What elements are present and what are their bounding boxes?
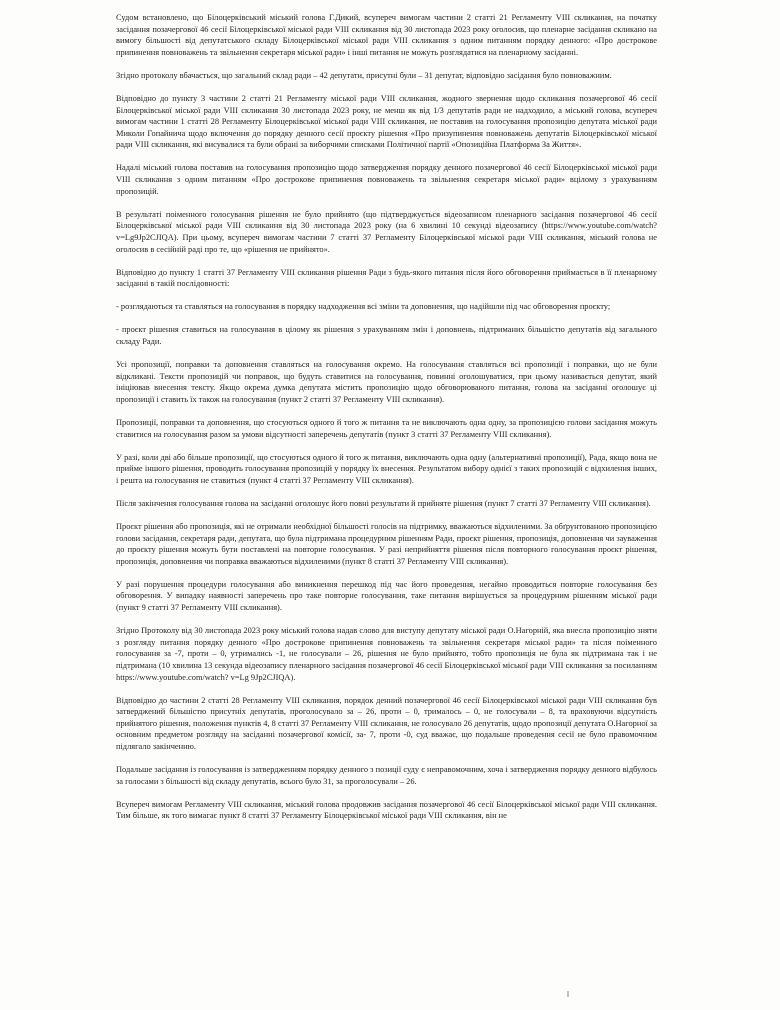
document-body <box>116 12 657 833</box>
paragraph: Відповідно до пункту 3 частини 2 статті 21 Регламенту міської ради VIII скликання, жодного звернення щодо скликання позачергової 46 сесії Білоцерківської міської ради VIII скликання 30 листопада 2023 року, не менш як від 1/3 депутатів ради не надходило, а міський голова, всупереч вимогам частини 1 статті 28 Регламенту Білоцерківської міської ради VIII скликання, не поставив на голосування пропозицію депутата міської ради Миколи Гопайнича щодо включення до порядку денного сесії проєкту рішення «Про призупинення повноважень депутатів Білоцерківської міської ради VIII скликання, які висувалися та були обрані за виборчими списками Політичної партії «Опозиційна Платформа За Життя». <box>116 93 657 150</box>
paragraph: Після закінчення голосування голова на засіданні оголошує його повні результати й прийняте рішення (пункт 7 статті 37 Регламенту VIII скликання). <box>116 498 651 508</box>
paragraph: Проєкт рішення або пропозиція, які не отримали необхідної більшості голосів на підтримку, вважаються відхиленими. За обґрунтованою пропозицією голови засідання, секретаря ради, депутата, що була підтримана процедурним рішенням Ради, проєкт рішення, пропозиція, доповнення чи зауваження до проєкту рішення можуть бути поставлені на повторне голосування. У разі неприйняття рішення після повторного голосування проєкт рішення, пропозиція, доповнення чи поправка вважаються відхиленими (пункт 8 статті 37 Регламенту VIII скликання). <box>116 522 657 566</box>
paragraph: У разі порушення процедури голосування або виникнення перешкод під час його проведення, негайно проводиться повторне голосування без обговорення. У випадку наявності заперечень про таке повторне голосування, таке питання вирішується за процедурним рішенням міської ради (пункт 9 статті 37 Регламенту VIII скликання). <box>116 579 657 613</box>
paragraph: Надалі міський голова поставив на голосування пропозицію щодо затвердження порядку денного позачергової 46 сесії Білоцерківської міської ради VIII скликання з одним питанням «Про дострокове припинення повноважень та звільнення секретаря міської ради» вцілому з урахуванням пропозицій. <box>116 163 657 196</box>
paragraph: Усі пропозиції, поправки та доповнення ставляться на голосування окремо. На голосування ставляться всі пропозиції і поправки, що не були відкликані. Тексти пропозицій чи поправок, що будуть ставитися на голосування, повинні оголошуватися, при цьому називається депутат, який ініціював внесення тексту. Якщо окрема думка депутата містить пропозицію щодо обговорюваного питання, голова на засіданні оголошує ці пропозиції і ставить їх також на голосування (пункт 2 статті 37 Регламенту VIII скликання). <box>116 360 657 404</box>
scan-mark <box>567 991 569 997</box>
paragraph: Пропозиції, поправки та доповнення, що стосуються одного й того ж питання та не виключають одна одну, за пропозицією голови засідання можуть ставитися на голосування разом за умови відсутності заперечень депутатів (пункт 3 статті 37 Регламенту VIII скликання). <box>116 417 657 439</box>
list-item: - розглядаються та ставляться на голосування в порядку надходження всі зміни та доповнення, що надійшли під час обговорення проєкту; <box>116 302 611 312</box>
paragraph: Відповідно до пункту 1 статті 37 Регламенту VIII скликання рішення Ради з будь-якого питання після його обговорення приймається в її пленарному засіданні в такій послідовності: <box>116 267 657 289</box>
paragraph: Згідно Протоколу від 30 листопада 2023 року міський голова надав слово для виступу депутату міської ради О.Нагорній, яка внесла пропозицію зняти з розгляду питання порядку денного «Про дострокове припинення повноважень та звільнення секретаря міської ради» та після поіменного голосування за -7, проти – 0, утримались -1, не голосували – 26, рішення не було прийнято, тобто пропозиція не була як підтримана так і не підтримана (10 хвилина 13 секунда відеозапису пленарного засідання позачергової 46 сесії Білоцерківської міської ради VIII скликання за посиланням https://www.youtube.com/watch? v=Lg 9Jp2CJIQA). <box>116 626 657 682</box>
paragraph: Всупереч вимогам Регламенту VIII скликання, міський голова продовжив засідання позачергової 46 сесії Білоцерківської міської ради VIII скликання. Тим більше, як того вимагає пункт 8 статті 37 Регламенту Білоцерківської міської ради VIII скликання, він не <box>116 799 657 821</box>
paragraph: Судом встановлено, що Білоцерківський міський голова Г.Дикий, всупереч вимогам частини 2 статті 21 Регламенту VIII скликання, на початку засідання позачергової 46 сесії Білоцерківської міської ради VIII скликання від 30 листопада 2023 року оголосив, що пленарне засідання скликано на вимогу більшості від депутатського складу Білоцерківської міської ради VIII скликання з одним питанням порядку денного: «Про дострокове припинення повноважень та звільнення секретаря міської ради» і інші питання не можуть розглядатися на пленарному засіданні. <box>116 13 657 57</box>
list-item: - проєкт рішення ставиться на голосування в цілому як рішення з урахуванням змін і доповнень, підтриманих більшістю депутатів від загального складу Ради. <box>116 325 657 346</box>
paragraph: Відповідно до частини 2 статті 28 Регламенту VIII скликання, порядок денний позачергової 46 сесії Білоцерківської міської ради VIII скликання був затверджений більшістю присутніх депутатів, проголосувало за – 26, проти – 0, трималось – 0, не голосували – 8, та враховуючи відсутність прийнятого рішення, положення пунктів 4, 8 статті 37 Регламенту VIII скликання, не голосувало 26 депутатів, щодо пропозиції депутата О.Нагорної за основним предметом розгляду на засіданні позачергової комісії, за- 7, проти -0, суд вважає, що подальше проведення сесії не було правомочним підлягало закінченню. <box>116 695 657 751</box>
paragraph: Подальше засідання із голосування із затвердженням порядку денного з позиції суду є неправомочним, хоча і затвердження порядку денного відбулось за голосами з більшості від складу депутатів, всього було 31, за проголосували – 26. <box>116 765 657 786</box>
paragraph: В результаті поіменного голосування рішення не було прийнято (що підтверджується відеозаписом пленарного засідання позачергової 46 сесії Білоцерківської міської ради VIII скликання від 30 листопада 2023 року (на 6 хвилині 10 секунді відеозапису (https://www.youtube.com/watch?v=Lg9Jp2CJIQA). При цьому, всупереч вимогам частини 7 статті 37 Регламенту Білоцерківської міської ради VIII скликання, міський голова не оголосив в сесійній раді про те, що «рішення не прийнято». <box>116 209 657 254</box>
paragraph: Згідно протоколу вбачається, що загальний склад ради – 42 депутати, присутні були – 31 депутат, відповідно засідання було повноважним. <box>116 70 612 80</box>
paragraph: У разі, коли дві або більше пропозиції, що стосуються одного й того ж питання, виключають одна одну (альтернативні пропозиції), Рада, якщо вона не прийме іншого рішення, проводить голосування пропозицій у порядку їх внесення. Результатом вибору однієї з таких пропозицій є відхилення інших, і решта на голосування не ставиться (пункт 4 статті 37 Регламенту VIII скликання). <box>116 452 657 485</box>
